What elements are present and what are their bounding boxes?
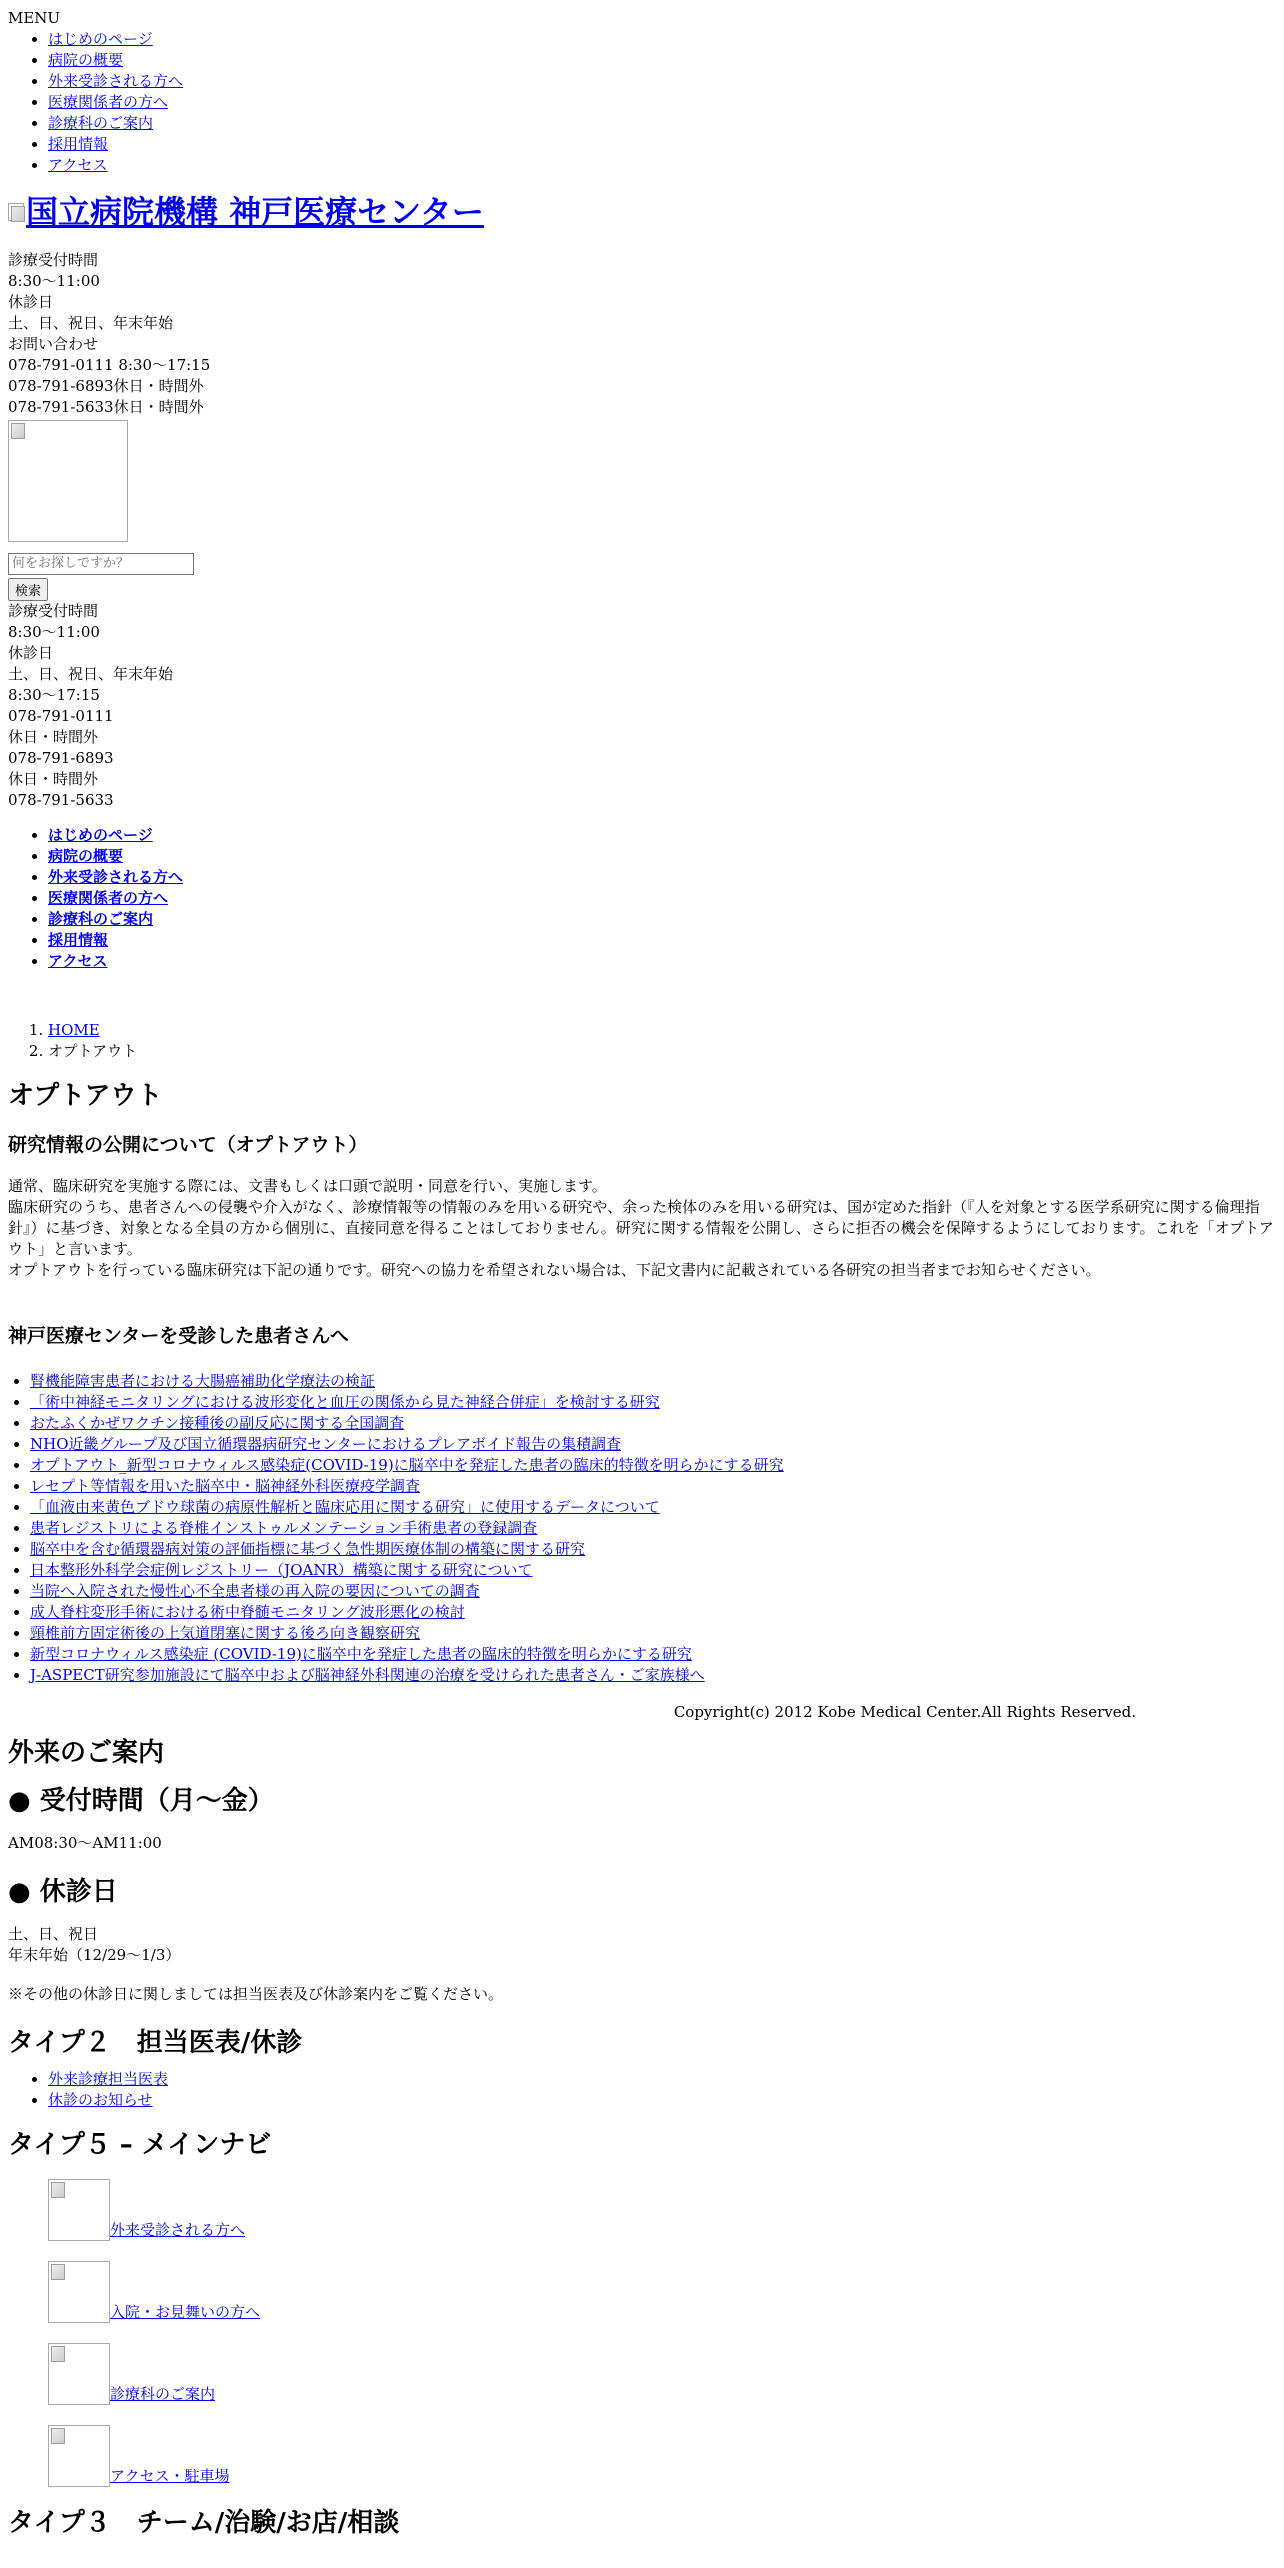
study-link[interactable]: 脳卒中を含む循環器病対策の評価指標に基づく急性期医療体制の構築に関する研究	[30, 1539, 586, 1558]
contact-time: 8:30〜17:15	[8, 685, 100, 704]
closed-value: 土、日、祝日、年末年始	[8, 314, 174, 332]
list-item	[48, 71, 1276, 92]
type2-links	[8, 2069, 1276, 2111]
list-item	[30, 1602, 1276, 1623]
doctor-schedule-link[interactable]: 外来診療担当医表	[48, 2069, 169, 2088]
tel-after-hours-2: 078-791-5633	[8, 790, 114, 809]
broken-image-icon	[48, 2425, 110, 2487]
broken-image-icon	[48, 2261, 110, 2323]
list-item	[30, 1560, 1276, 1581]
list-item	[48, 825, 1276, 846]
reception-heading: ● 受付時間（月～金）	[8, 1785, 274, 1816]
type2-heading: タイプ２ 担当医表/休診	[8, 2027, 303, 2058]
list-item	[30, 1413, 1276, 1434]
closure-notice-link[interactable]: 休診のお知らせ	[48, 2090, 153, 2109]
after-hours-label: 休日・時間外	[8, 769, 99, 788]
type5-heading: タイプ５ – メインナビ	[8, 2129, 272, 2160]
copyright: Copyright(c) 2012 Kobe Medical Center.All Rights Reserved.	[673, 1702, 1136, 1721]
nav-label: 入院・お見舞いの方へ	[110, 2302, 261, 2321]
main-nav	[8, 825, 1276, 972]
study-link[interactable]: おたふくかぜワクチン接種後の副反応に関する全国調査	[30, 1413, 405, 1432]
tel-after-hours-2: 078-791-5633休日・時間外	[8, 398, 204, 416]
list-item	[30, 1497, 1276, 1518]
list-item	[48, 2069, 1276, 2090]
top-nav	[8, 29, 1276, 176]
closed-line: 土、日、祝日	[8, 1924, 99, 1943]
menu-label[interactable]: MENU	[8, 9, 61, 27]
main-nav-recruit[interactable]: 採用情報	[48, 930, 109, 949]
list-item	[48, 92, 1276, 113]
top-nav-access[interactable]: アクセス	[48, 156, 108, 174]
closed-label: 休診日	[8, 643, 54, 662]
list-item	[48, 29, 1276, 50]
study-link[interactable]: 「血液由来黄色ブドウ球菌の病原性解析と臨床応用に関する研究」に使用するデータについて	[30, 1497, 660, 1516]
list-item	[48, 2405, 1276, 2487]
closed-label: 休診日	[8, 293, 54, 311]
main-nav-overview[interactable]: 病院の概要	[48, 846, 124, 865]
broken-image-icon	[8, 203, 24, 221]
list-item	[48, 2090, 1276, 2111]
breadcrumb-item	[48, 1020, 1276, 1041]
closed-note: ※その他の休診日に関しましては担当医表及び休診案内をご覧ください。	[8, 1984, 504, 2003]
list-item	[30, 1581, 1276, 1602]
main-nav-outpatient[interactable]: 外来受診される方へ	[48, 867, 184, 886]
list-item	[48, 888, 1276, 909]
search-form	[8, 552, 1276, 601]
header-info	[8, 250, 1276, 418]
nav-label: 診療科のご案内	[110, 2384, 216, 2403]
type3-heading: タイプ３ チーム/治験/お店/相談	[8, 2507, 400, 2538]
study-list	[8, 1371, 1276, 1686]
intro-text	[8, 1176, 1276, 1281]
list-item	[48, 2323, 1276, 2405]
patients-heading: 神戸医療センターを受診した患者さんへ	[8, 1324, 349, 1347]
study-link[interactable]: 腎機能障害患者における大腸癌補助化学療法の検証	[30, 1371, 376, 1390]
study-link[interactable]: 日本整形外科学会症例レジストリー（JOANR）構築に関する研究について	[30, 1560, 533, 1579]
tel-after-hours-1: 078-791-6893	[8, 748, 114, 767]
tel-main: 078-791-0111 8:30〜17:15	[8, 356, 211, 374]
nav-label: アクセス・駐車場	[110, 2466, 230, 2485]
breadcrumb-home-link[interactable]: HOME	[48, 1020, 100, 1039]
list-item	[48, 951, 1276, 972]
study-link[interactable]: レセプト等情報を用いた脳卒中・脳神経外科医療疫学調査	[30, 1476, 421, 1495]
study-link[interactable]: 新型コロナウィルス感染症 (COVID-19)に脳卒中を発症した患者の臨床的特徴を明らかにする研究	[30, 1644, 692, 1663]
list-item	[30, 1434, 1276, 1455]
top-nav-medical-staff[interactable]: 医療関係者の方へ	[48, 93, 169, 111]
intro-paragraph: オプトアウトを行っている臨床研究は下記の通りです。研究への協力を希望されない場合は、下記文書内に記載されている各研究の担当者までお知らせください。	[8, 1260, 1101, 1279]
search-input[interactable]	[8, 553, 194, 575]
study-link[interactable]: 成人脊柱変形手術における術中脊髄モニタリング波形悪化の検討	[30, 1602, 465, 1621]
main-nav-home[interactable]: はじめのページ	[48, 825, 153, 844]
list-item	[30, 1623, 1276, 1644]
study-link[interactable]: 頸椎前方固定術後の上気道閉塞に関する後ろ向き観察研究	[30, 1623, 421, 1642]
hours-value: 8:30〜11:00	[8, 272, 100, 290]
broken-image-icon	[48, 2343, 110, 2405]
list-item	[48, 134, 1276, 155]
closed-heading: ● 休診日	[8, 1876, 118, 1907]
main-nav-access[interactable]: アクセス	[48, 951, 108, 970]
list-item	[30, 1455, 1276, 1476]
top-nav-overview[interactable]: 病院の概要	[48, 51, 124, 69]
hours-label: 診療受付時間	[8, 251, 99, 269]
intro-paragraph: 通常、臨床研究を実施する際には、文書もしくは口頭で説明・同意を行い、実施します。	[8, 1176, 607, 1195]
list-item	[48, 930, 1276, 951]
closed-value: 土、日、祝日、年末年始	[8, 664, 174, 683]
top-nav-recruit[interactable]: 採用情報	[48, 135, 109, 153]
inpatient-nav-link[interactable]	[48, 2261, 260, 2323]
contact-label: お問い合わせ	[8, 335, 99, 353]
tel-main: 078-791-0111	[8, 706, 114, 725]
search-button[interactable]: 検索	[8, 578, 48, 601]
tel-after-hours-1: 078-791-6893休日・時間外	[8, 377, 204, 395]
list-item	[30, 1518, 1276, 1539]
breadcrumb	[8, 1020, 1276, 1062]
study-link[interactable]: 「術中神経モニタリングにおける波形変化と血圧の関係から見た神経合併症」を検討する研究	[30, 1392, 660, 1411]
nav-label: 外来受診される方へ	[110, 2220, 246, 2239]
site-logo-text: 国立病院機構 神戸医療センター	[26, 193, 484, 231]
list-item	[48, 909, 1276, 930]
top-nav-home[interactable]: はじめのページ	[48, 30, 153, 48]
list-item	[48, 2241, 1276, 2323]
list-item	[48, 2159, 1276, 2241]
site-logo-link[interactable]	[8, 192, 484, 232]
type5-nav	[8, 2159, 1276, 2487]
after-hours-label: 休日・時間外	[8, 727, 99, 746]
study-link[interactable]: 患者レジストリによる脊椎インストゥルメンテーション手術患者の登録調査	[30, 1518, 538, 1537]
list-item	[30, 1371, 1276, 1392]
breadcrumb-item: 2. オプトアウト	[48, 1041, 1276, 1062]
list-item	[30, 1644, 1276, 1665]
list-item	[30, 1392, 1276, 1413]
hours-label: 診療受付時間	[8, 601, 99, 620]
list-item	[30, 1539, 1276, 1560]
departments-nav-link[interactable]	[48, 2343, 215, 2405]
list-item	[48, 155, 1276, 176]
hours-value: 8:30〜11:00	[8, 622, 100, 641]
study-link[interactable]: オプトアウト_新型コロナウィルス感染症(COVID-19)に脳卒中を発症した患者の臨床的特徴を明らかにする研究	[30, 1455, 784, 1474]
main-nav-departments[interactable]: 診療科のご案内	[48, 909, 154, 928]
top-nav-departments[interactable]: 診療科のご案内	[48, 114, 154, 132]
outpatient-nav-link[interactable]	[48, 2179, 245, 2241]
main-nav-medical-staff[interactable]: 医療関係者の方へ	[48, 888, 169, 907]
intro-paragraph: 臨床研究のうち、患者さんへの侵襲や介入がなく、診療情報等の情報のみを用いる研究や、余った検体のみを用いる研究は、国が定めた指針（『人を対象とする医学系研究に関する倫理指針』）に基づき、対象となる全員の方から個別に、直接同意を得ることはしておりません。研究に関する情報を公開し、さらに拒否の機会を保障するようにしております。これを「オプトアウト」と言います。	[8, 1197, 1274, 1258]
list-item	[48, 867, 1276, 888]
page-title: オプトアウト	[8, 1080, 163, 1111]
list-item	[30, 1665, 1276, 1686]
top-nav-outpatient[interactable]: 外来受診される方へ	[48, 72, 184, 90]
study-link[interactable]: 当院へ入院された慢性心不全患者様の再入院の要因についての調査	[30, 1581, 480, 1600]
outpatient-heading: 外来のご案内	[8, 1737, 165, 1768]
section-subtitle: 研究情報の公開について（オプトアウト）	[8, 1133, 368, 1156]
list-item	[48, 113, 1276, 134]
broken-image-icon	[8, 420, 128, 542]
list-item	[48, 50, 1276, 71]
closed-line: 年末年始（12/29～1/3）	[8, 1945, 181, 1964]
broken-image-icon	[48, 2179, 110, 2241]
logo-row	[8, 186, 1276, 238]
list-item	[48, 846, 1276, 867]
study-link[interactable]: NHO近畿グループ及び国立循環器病研究センターにおけるプレアボイド報告の集積調査	[30, 1434, 622, 1453]
info-block	[8, 601, 1276, 811]
access-nav-link[interactable]	[48, 2425, 230, 2487]
study-link[interactable]: J-ASPECT研究参加施設にて脳卒中および脳神経外科関連の治療を受けられた患者さん・ご家族様へ	[30, 1665, 705, 1684]
list-item	[30, 1476, 1276, 1497]
reception-value: AM08:30～AM11:00	[8, 1833, 162, 1852]
